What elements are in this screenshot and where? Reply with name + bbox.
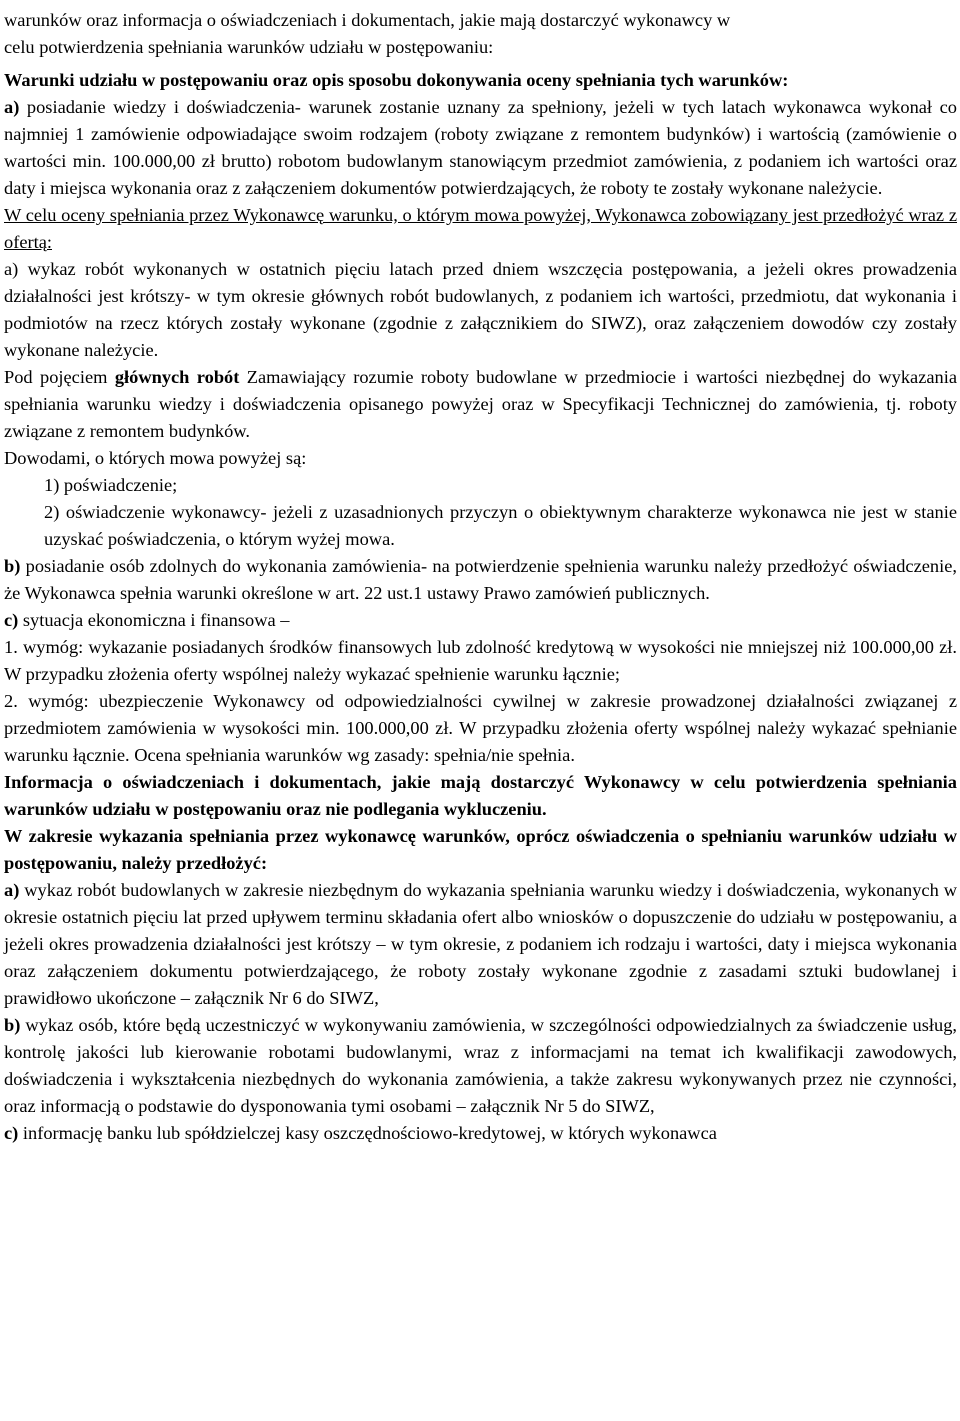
scope-heading-text: W zakresie wykazania spełniania przez wykonawcę warunków, oprócz oświadczenia o spełnianiu warunków udziału w postępowaniu, należy przedłożyć:: [4, 826, 957, 873]
conditions-heading-text: Warunki udziału w postępowaniu oraz opis sposobu dokonywania oceny spełniania tych warunków:: [4, 70, 789, 90]
main-works-post: Zamawiający rozumie roboty budowlane w przedmiocie i wartości niezbędnej do wykazania spełniania warunku wiedzy i doświadczenia opisanego powyżej oraz w Specyfikacji Technicznej do zamówienia, tj. roboty związane z remontem budynków.: [4, 367, 957, 441]
condition-b-text: posiadanie osób zdolnych do wykonania zamówienia- na potwierdzenie spełnienia warunku należy przedłożyć oświadczenie, że Wykonawca spełnia warunki określone w art. 22 ust.1 ustawy Prawo zamówień publicznych.: [4, 556, 957, 603]
scope-heading: [4, 823, 957, 877]
document-a: [4, 877, 957, 1012]
main-works-definition: [4, 364, 957, 445]
requirement-2: 2. wymóg: ubezpieczenie Wykonawcy od odpowiedzialności cywilnej w zakresie prowadzonej działalności związanej z przedmiotem zamówienia w wysokości min. 100.000,00 zł. W przypadku złożenia oferty wspólnej należy wykazać spełnianie warunku łącznie. Ocena spełniania warunków wg zasady: spełnia/nie spełnia.: [4, 691, 957, 765]
condition-b: [4, 553, 957, 607]
intro-line-1: warunków oraz informacja o oświadczeniach i dokumentach, jakie mają dostarczyć wykonawcy w: [4, 10, 731, 30]
evidence-intro: Dowodami, o których mowa powyżej są:: [4, 448, 307, 468]
main-works-pre: Pod pojęciem: [4, 367, 115, 387]
condition-b-label: b): [4, 556, 21, 576]
condition-a-text: posiadanie wiedzy i doświadczenia- warunek zostanie uznany za spełniony, jeżeli w tych latach wykonawca wykonał co najmniej 1 zamówienie odpowiadające swoim rodzajem (roboty związane z remontem budynków) i wartością (zamówienie o wartości min. 100.000,00 zł brutto) robotom budowlanym stanowiącym przedmiot zamówienia, z podaniem ich wartości oraz daty i miejsca wykonania oraz z załączeniem dokumentów potwierdzających, że roboty te zostały wykonane należycie.: [4, 97, 957, 198]
condition-a-label: a): [4, 97, 20, 117]
document-c-text: informację banku lub spółdzielczej kasy oszczędnościowo-kredytowej, w których wykonawca: [18, 1123, 717, 1143]
works-list-requirement: a) wykaz robót wykonanych w ostatnich pięciu latach przed dniem wszczęcia postępowania, a jeżeli okres prowadzenia działalności jest krótszy- w tym okresie głównych robót budowlanych, z podaniem ich wartości, przedmiotu, dat wykonania i podmiotów na rzecz których zostały wykonane (zgodnie z załącznikiem do SIWZ), oraz załączeniem dowodów czy zostały wykonane należycie.: [4, 259, 957, 360]
condition-a: [4, 94, 957, 202]
condition-c-text: sytuacja ekonomiczna i finansowa –: [18, 610, 290, 630]
condition-c: [4, 607, 957, 634]
conditions-heading: [4, 67, 957, 94]
documents-heading: [4, 769, 957, 823]
evidence-item-1: 1) poświadczenie;: [44, 475, 178, 495]
document-b: [4, 1012, 957, 1120]
document-a-label: a): [4, 880, 20, 900]
document-c-label: c): [4, 1123, 19, 1143]
condition-c-label: c): [4, 610, 19, 630]
document-b-text: wykaz osób, które będą uczestniczyć w wykonywaniu zamówienia, w szczególności odpowiedzialnych za świadczenie usług, kontrolę jakości lub kierowanie robotami budowlanymi, wraz z informacjami na temat ich kwalifikacji zawodowych, doświadczenia i wykształcenia niezbędnych do wykonania zamówienia, a także zakresu wykonywanych przez nie czynności, oraz informacją o podstawie do dysponowania tymi osobami – załącznik Nr 5 do SIWZ,: [4, 1015, 957, 1116]
main-works-bold: głównych robót: [114, 367, 240, 387]
evidence-item-2: 2) oświadczenie wykonawcy- jeżeli z uzasadnionych przyczyn o obiektywnym charakterze wykonawca nie jest w stanie uzyskać poświadczenia, o którym wyżej mowa.: [44, 502, 957, 549]
requirement-1: 1. wymóg: wykazanie posiadanych środków finansowych lub zdolność kredytową w wysokości nie mniejszej niż 100.000,00 zł. W przypadku złożenia oferty wspólnej należy wykazać spełnienie warunku łącznie;: [4, 637, 957, 684]
document-b-label: b): [4, 1015, 21, 1035]
assessment-underlined: W celu oceny spełniania przez Wykonawcę warunku, o którym mowa powyżej, Wykonawca zobowiązany jest przedłożyć wraz z ofertą:: [4, 205, 957, 252]
intro-line-2: celu potwierdzenia spełniania warunków udziału w postępowaniu:: [4, 37, 494, 57]
documents-heading-text: Informacja o oświadczeniach i dokumentach, jakie mają dostarczyć Wykonawcy w celu potwierdzenia spełniania warunków udziału w postępowaniu oraz nie podlegania wykluczeniu.: [4, 772, 957, 819]
document-a-text: wykaz robót budowlanych w zakresie niezbędnym do wykazania spełniania warunku wiedzy i doświadczenia, wykonanych w okresie ostatnich pięciu lat przed upływem terminu składania ofert albo wniosków o dopuszczenie do udziału w postępowaniu, a jeżeli okres prowadzenia działalności jest krótszy – w tym okresie, z podaniem ich rodzaju i wartości, daty i miejsca wykonania oraz załączeniem dokumentu potwierdzającego, że roboty zostały wykonane zgodnie z zasadami sztuki budowlanej i prawidłowo ukończone – załącznik Nr 6 do SIWZ,: [4, 880, 957, 1008]
document-c: [4, 1120, 957, 1147]
